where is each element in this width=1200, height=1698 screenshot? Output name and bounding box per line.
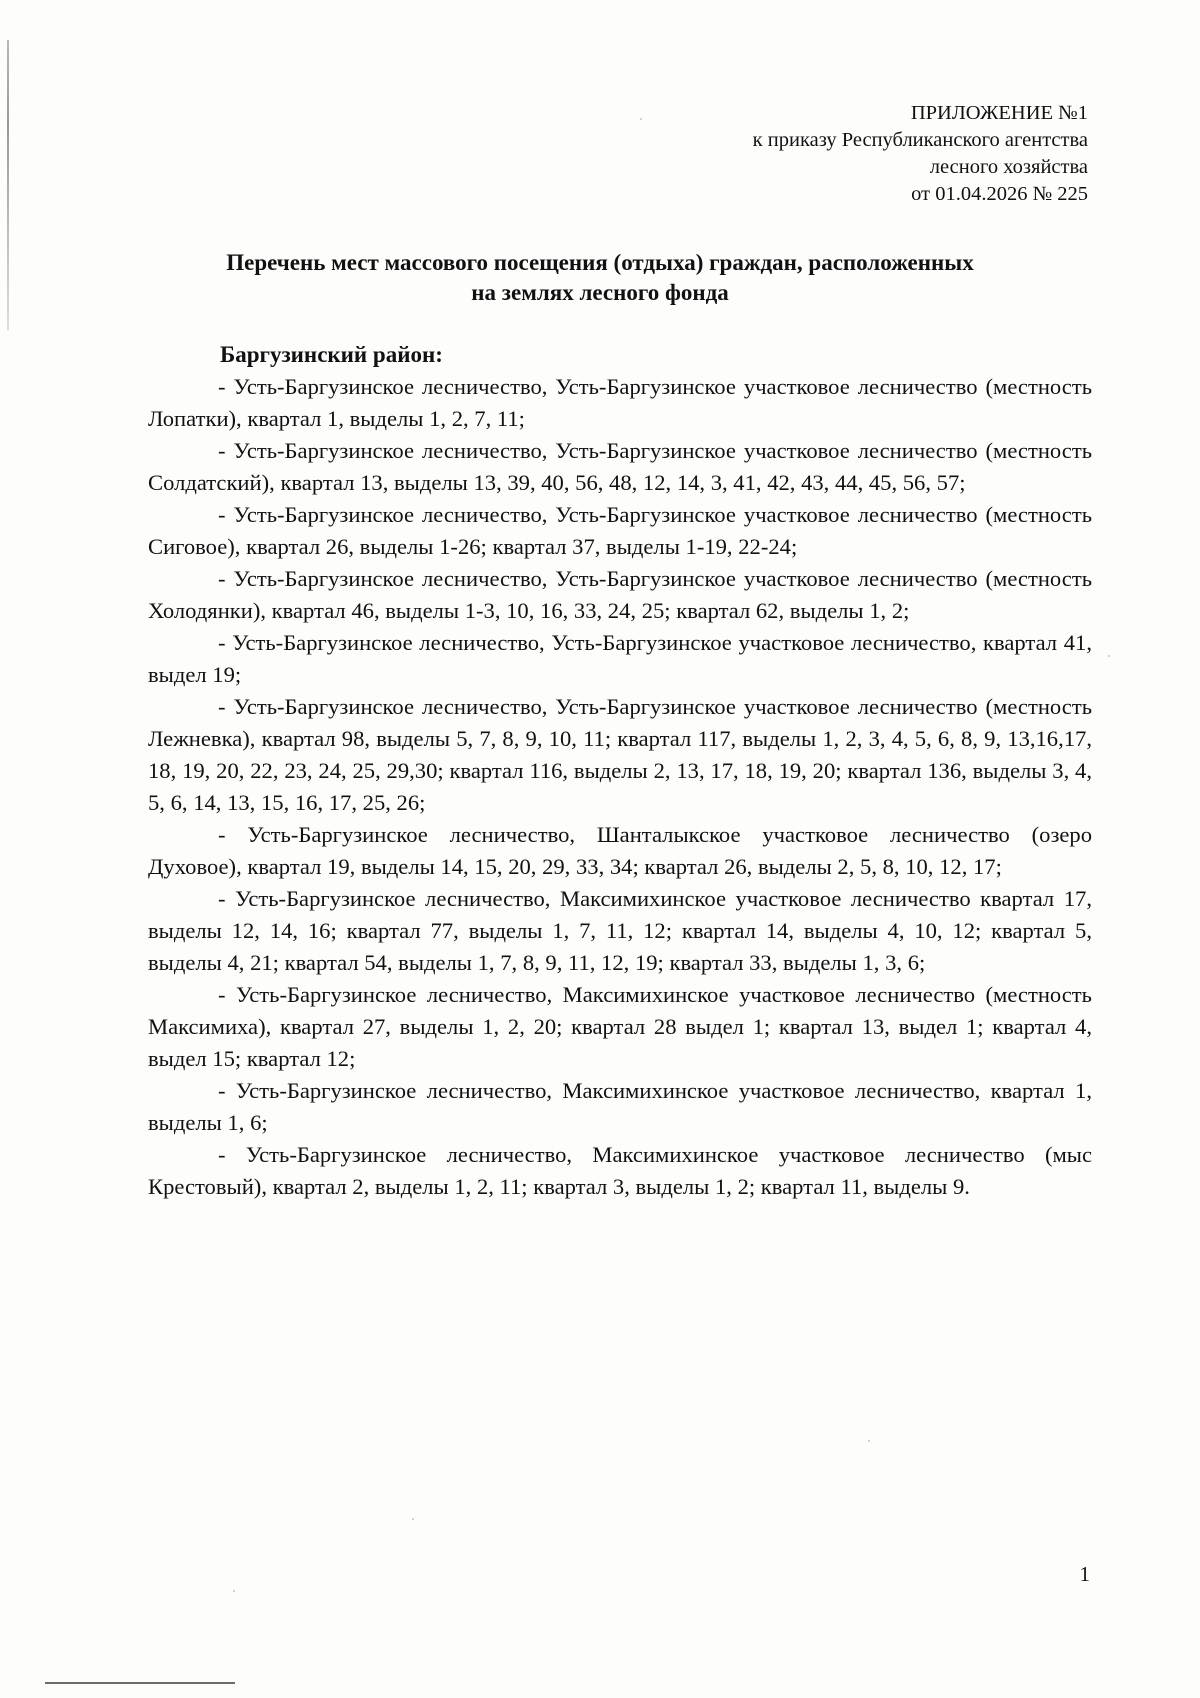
scan-speck bbox=[640, 118, 642, 120]
list-item: - Усть-Баргузинское лесничество, Усть-Баргузинское участковое лесничество, квартал 41, выдел 19; bbox=[148, 630, 1092, 687]
annex-header bbox=[753, 100, 1088, 208]
list-item: - Усть-Баргузинское лесничество, Максимихинское участковое лесничество (местность Максимиха), квартал 27, выделы 1, 2, 20; квартал 28 выдел 1; квартал 13, выдел 1; квартал 4, выдел 15; квартал 12; bbox=[148, 982, 1092, 1071]
footer-rule bbox=[45, 1682, 235, 1684]
scan-edge-shadow bbox=[7, 40, 9, 330]
annex-agency-line: лесного хозяйства bbox=[929, 156, 1088, 178]
annex-order-line: к приказу Республиканского агентства bbox=[752, 129, 1088, 151]
title-line-1: Перечень мест массового посещения (отдыха) граждан, расположенных bbox=[226, 250, 974, 275]
scan-speck bbox=[233, 1590, 235, 1592]
list-item: - Усть-Баргузинское лесничество, Шанталыкское участковое лесничество (озеро Духовое), квартал 19, выделы 14, 15, 20, 29, 33, 34; квартал 26, выделы 2, 5, 8, 10, 12, 17; bbox=[148, 822, 1092, 879]
list-item: - Усть-Баргузинское лесничество, Максимихинское участковое лесничество, квартал 1, выделы 1, 6; bbox=[148, 1078, 1092, 1135]
title-line-2: на землях лесного фонда bbox=[471, 280, 729, 305]
document-title bbox=[100, 248, 1100, 308]
list-item: - Усть-Баргузинское лесничество, Усть-Баргузинское участковое лесничество (местность Сиговое), квартал 26, выделы 1-26; квартал 37, выделы 1-19, 22-24; bbox=[148, 502, 1092, 559]
list-item: - Усть-Баргузинское лесничество, Усть-Баргузинское участковое лесничество (местность Холодянки), квартал 46, выделы 1-3, 10, 16, 33, 24, 25; квартал 62, выделы 1, 2; bbox=[148, 566, 1092, 623]
scan-speck bbox=[412, 1518, 414, 1520]
district-heading: Баргузинский район: bbox=[220, 342, 443, 367]
list-item: - Усть-Баргузинское лесничество, Усть-Баргузинское участковое лесничество (местность Лопатки), квартал 1, выделы 1, 2, 7, 11; bbox=[148, 374, 1092, 431]
list-item: - Усть-Баргузинское лесничество, Максимихинское участковое лесничество квартал 17, выделы 12, 14, 16; квартал 77, выделы 1, 7, 11, 12; квартал 14, выделы 4, 10, 12; квартал 5, выделы 4, 21; квартал 54, выделы 1, 7, 8, 9, 11, 12, 19; квартал 33, выделы 1, 3, 6; bbox=[148, 886, 1092, 975]
page-number: 1 bbox=[1079, 1562, 1090, 1586]
annex-title: ПРИЛОЖЕНИЕ №1 bbox=[910, 102, 1088, 124]
scan-speck bbox=[868, 1440, 870, 1442]
list-item: - Усть-Баргузинское лесничество, Усть-Баргузинское участковое лесничество (местность Солдатский), квартал 13, выделы 13, 39, 40, 56, 48, 12, 14, 3, 41, 42, 43, 44, 45, 56, 57; bbox=[148, 438, 1092, 495]
scan-speck bbox=[1108, 655, 1110, 657]
list-item: - Усть-Баргузинское лесничество, Усть-Баргузинское участковое лесничество (местность Лежневка), квартал 98, выделы 5, 7, 8, 9, 10, 11; квартал 117, выделы 1, 2, 3, 4, 5, 6, 8, 9, 13,16,17, 18, 19, 20, 22, 23, 24, 25, 29,30; квартал 116, выделы 2, 13, 17, 18, 19, 20; квартал 136, выделы 3, 4, 5, 6, 14, 13, 15, 16, 17, 25, 26; bbox=[148, 694, 1092, 815]
annex-date-number: от 01.04.2026 № 225 bbox=[911, 183, 1088, 205]
list-item: - Усть-Баргузинское лесничество, Максимихинское участковое лесничество (мыс Крестовый), квартал 2, выделы 1, 2, 11; квартал 3, выделы 1, 2; квартал 11, выделы 9. bbox=[148, 1142, 1092, 1199]
document-body bbox=[148, 338, 1092, 1203]
